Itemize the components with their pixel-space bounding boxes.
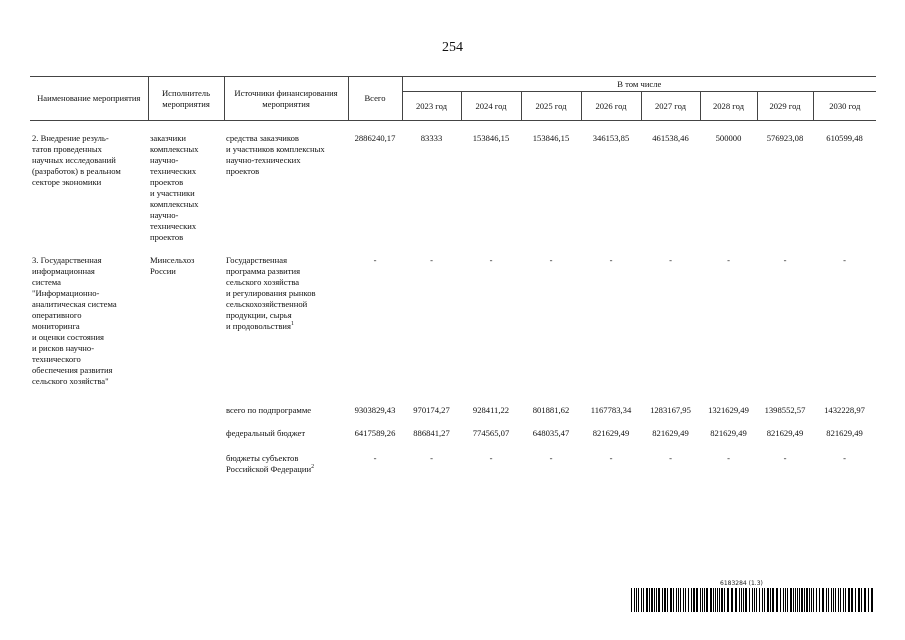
event-executor xyxy=(148,405,224,428)
year-value xyxy=(700,428,757,453)
year-value xyxy=(757,405,813,428)
barcode-bar xyxy=(795,588,796,612)
year-value xyxy=(700,405,757,428)
year-value-text: 576923,08 xyxy=(766,133,804,143)
barcode-bar xyxy=(843,588,844,612)
barcode-bar xyxy=(700,588,701,612)
header-year: 2030 год xyxy=(813,92,876,121)
barcode-bar xyxy=(804,588,805,612)
year-value-text: 346153,85 xyxy=(592,133,630,143)
header-year: 2029 год xyxy=(757,92,813,121)
barcode-bar xyxy=(649,588,650,612)
barcode-bar xyxy=(822,588,824,612)
year-value-text: - xyxy=(489,255,493,265)
total-value xyxy=(348,405,402,428)
total-value-text: - xyxy=(373,255,377,265)
barcode-bar xyxy=(752,588,753,612)
header-including: В том числе xyxy=(402,77,876,92)
barcode-bar xyxy=(706,588,708,612)
financing-source xyxy=(224,428,348,453)
barcode-bar xyxy=(851,588,853,612)
year-value-text: 1398552,57 xyxy=(764,405,806,415)
year-value xyxy=(641,405,700,428)
barcode-bar xyxy=(776,588,778,612)
barcode-bar xyxy=(676,588,677,612)
event-name-text: 2. Внедрение резуль- татов проведенных научных исследований (разработок) в реальном секторе экономики xyxy=(32,133,121,187)
financing-source xyxy=(224,453,348,475)
table-row xyxy=(30,405,876,428)
barcode-bar xyxy=(693,588,695,612)
barcode-bar xyxy=(806,588,808,612)
barcode-bar xyxy=(780,588,781,612)
barcode-bar xyxy=(868,588,869,612)
barcode-bar xyxy=(662,588,663,612)
barcode-bar xyxy=(643,588,644,612)
year-value xyxy=(521,133,581,255)
barcode-bar xyxy=(691,588,692,612)
header-year: 2028 год xyxy=(700,92,757,121)
year-value xyxy=(700,133,757,255)
financing-source xyxy=(224,405,348,428)
table-row xyxy=(30,453,876,475)
barcode-bar xyxy=(770,588,771,612)
event-executor-text: Минсельхоз России xyxy=(150,255,195,276)
total-value xyxy=(348,428,402,453)
barcode-bar xyxy=(762,588,763,612)
barcode-bar xyxy=(828,588,829,612)
barcode-bar xyxy=(783,588,784,612)
footnote-mark: 2 xyxy=(311,464,315,471)
year-value-text: - xyxy=(549,453,553,463)
year-value xyxy=(521,428,581,453)
barcode-bar xyxy=(715,588,716,612)
year-value-text: 1283167,95 xyxy=(650,405,691,415)
year-value-text: - xyxy=(843,453,846,463)
barcode-bar xyxy=(678,588,679,612)
year-value xyxy=(700,255,757,405)
barcode-bar xyxy=(797,588,798,612)
barcode-bar xyxy=(717,588,718,612)
barcode-bar xyxy=(667,588,668,612)
year-value-text: - xyxy=(609,453,613,463)
total-value-text: 6417589,26 xyxy=(354,428,396,438)
event-executor xyxy=(148,133,224,255)
header-year: 2025 год xyxy=(521,92,581,121)
barcode-bar xyxy=(741,588,742,612)
barcode-bar xyxy=(735,588,737,612)
event-name xyxy=(30,405,148,428)
year-value-text: 774565,07 xyxy=(472,428,510,438)
year-value xyxy=(757,428,813,453)
barcode-bar xyxy=(702,588,703,612)
event-executor-text: заказчики комплексных научно- технических проектов и участники комплексных научно- технических проектов xyxy=(150,133,199,242)
year-value xyxy=(461,133,521,255)
year-value xyxy=(700,453,757,475)
header-year: 2023 год xyxy=(402,92,461,121)
year-value-text: - xyxy=(489,453,493,463)
barcode-bar xyxy=(710,588,712,612)
year-value xyxy=(461,428,521,453)
total-value xyxy=(348,453,402,475)
barcode-bar xyxy=(658,588,660,612)
year-value xyxy=(521,453,581,475)
barcode-bar xyxy=(685,588,686,612)
page-number: 254 xyxy=(442,40,463,55)
year-value xyxy=(461,255,521,405)
header-total: Всего xyxy=(348,77,402,121)
year-value xyxy=(461,405,521,428)
year-value xyxy=(581,405,641,428)
header-year: 2026 год xyxy=(581,92,641,121)
event-name xyxy=(30,428,148,453)
barcode-bar xyxy=(670,588,672,612)
year-value xyxy=(813,453,876,475)
barcode-bar xyxy=(739,588,740,612)
barcode-bar xyxy=(826,588,827,612)
barcode-bar xyxy=(641,588,642,612)
barcode-bar xyxy=(819,588,820,612)
barcode-bar xyxy=(731,588,733,612)
header-year: 2024 год xyxy=(461,92,521,121)
financing-source xyxy=(224,133,348,255)
year-value xyxy=(641,133,700,255)
barcode-bar xyxy=(785,588,786,612)
year-value-text: - xyxy=(783,255,787,265)
footnote-mark: 1 xyxy=(290,321,294,328)
year-value xyxy=(581,428,641,453)
barcode-bar xyxy=(759,588,760,612)
year-value xyxy=(813,428,876,453)
year-value-text: - xyxy=(669,453,672,463)
barcode-bar xyxy=(636,588,637,612)
barcode-bar xyxy=(719,588,720,612)
event-name xyxy=(30,453,148,475)
barcode-bar xyxy=(727,588,729,612)
year-value-text: - xyxy=(430,255,433,265)
barcode-bar xyxy=(855,588,856,612)
financing-source-text: всего по подпрограмме xyxy=(226,405,312,415)
financing-source xyxy=(224,255,348,405)
year-value-text: 970174,27 xyxy=(413,405,450,415)
barcode-bar xyxy=(651,588,653,612)
event-executor xyxy=(148,453,224,475)
barcode-bar xyxy=(833,588,834,612)
total-value-text: - xyxy=(373,453,377,463)
barcode xyxy=(631,588,875,612)
year-value xyxy=(641,428,700,453)
barcode-bar xyxy=(754,588,755,612)
barcode-bar xyxy=(858,588,860,612)
year-value-text: 500000 xyxy=(715,133,742,143)
barcode-bar xyxy=(704,588,705,612)
barcode-bar xyxy=(787,588,788,612)
barcode-bar xyxy=(696,588,698,612)
year-value-text: 153846,15 xyxy=(472,133,510,143)
barcode-bar xyxy=(634,588,635,612)
barcode-bar xyxy=(861,588,862,612)
year-value-text: - xyxy=(843,255,846,265)
barcode-bar xyxy=(811,588,812,612)
year-value xyxy=(641,453,700,475)
event-executor xyxy=(148,255,224,405)
year-value-text: 1167783,34 xyxy=(590,405,632,415)
barcode-label: 6183284 (1.3) xyxy=(720,580,763,587)
barcode-bar xyxy=(749,588,750,612)
barcode-bar xyxy=(813,588,814,612)
year-value xyxy=(581,133,641,255)
table-row xyxy=(30,255,876,405)
barcode-bar xyxy=(756,588,757,612)
barcode-bar xyxy=(848,588,850,612)
year-value xyxy=(757,453,813,475)
barcode-bar xyxy=(767,588,769,612)
barcode-bar xyxy=(845,588,846,612)
year-value-text: - xyxy=(669,255,672,265)
year-value xyxy=(402,133,461,255)
year-value xyxy=(813,133,876,255)
event-name xyxy=(30,133,148,255)
barcode-bar xyxy=(664,588,666,612)
barcode-bar xyxy=(724,588,725,612)
year-value-text: 928411,22 xyxy=(472,405,510,415)
barcode-bar xyxy=(713,588,714,612)
year-value-text: 461538,46 xyxy=(652,133,689,143)
year-value xyxy=(757,255,813,405)
year-value-text: 821629,49 xyxy=(652,428,689,438)
barcode-bar xyxy=(799,588,800,612)
barcode-bar xyxy=(646,588,648,612)
year-value-text: 821629,49 xyxy=(826,428,863,438)
financing-table xyxy=(30,76,876,475)
year-value-text: - xyxy=(783,453,787,463)
year-value-text: - xyxy=(727,453,730,463)
financing-source-text: федеральный бюджет xyxy=(226,428,306,438)
year-value-text: 610599,48 xyxy=(826,133,863,143)
barcode-bar xyxy=(638,588,639,612)
year-value xyxy=(402,453,461,475)
header-name: Наименование мероприятия xyxy=(30,77,148,121)
financing-source-text: Государственная программа развития сельского хозяйства и регулирования рынков сельскохозяйственной продукции, сырья и продовольствия xyxy=(226,255,316,331)
barcode-bar xyxy=(790,588,792,612)
total-value-text: 9303829,43 xyxy=(354,405,396,415)
year-value-text: 821629,49 xyxy=(710,428,747,438)
year-value-text: 153846,15 xyxy=(532,133,570,143)
header-sources: Источники финансирования мероприятия xyxy=(224,77,348,121)
total-value xyxy=(348,133,402,255)
year-value-text: 821629,49 xyxy=(592,428,630,438)
barcode-bar xyxy=(809,588,810,612)
year-value xyxy=(402,405,461,428)
table-row xyxy=(30,428,876,453)
year-value-text: 83333 xyxy=(420,133,443,143)
year-value xyxy=(402,428,461,453)
year-value-text: 1432228,97 xyxy=(824,405,865,415)
barcode-bar xyxy=(721,588,723,612)
barcode-bar xyxy=(743,588,744,612)
barcode-bar xyxy=(688,588,689,612)
barcode-bar xyxy=(801,588,803,612)
barcode-bar xyxy=(772,588,774,612)
barcode-bar xyxy=(831,588,832,612)
barcode-bar xyxy=(654,588,655,612)
year-value-text: 886841,27 xyxy=(413,428,450,438)
barcode-bar xyxy=(793,588,794,612)
year-value xyxy=(521,255,581,405)
barcode-bar xyxy=(838,588,839,612)
barcode-bar xyxy=(840,588,841,612)
barcode-bar xyxy=(871,588,873,612)
year-value xyxy=(581,453,641,475)
year-value xyxy=(813,255,876,405)
header-executor: Исполнитель мероприятия xyxy=(148,77,224,121)
barcode-bar xyxy=(680,588,681,612)
year-value xyxy=(581,255,641,405)
financing-source-text: средства заказчиков и участников комплексных научно-технических проектов xyxy=(226,133,325,176)
barcode-bar xyxy=(683,588,684,612)
barcode-bar xyxy=(816,588,817,612)
table-row xyxy=(30,133,876,255)
year-value-text: 648035,47 xyxy=(532,428,570,438)
year-value-text: - xyxy=(609,255,613,265)
header-year: 2027 год xyxy=(641,92,700,121)
barcode-bar xyxy=(864,588,866,612)
year-value-text: - xyxy=(727,255,730,265)
barcode-bar xyxy=(631,588,632,612)
year-value xyxy=(813,405,876,428)
year-value-text: 801881,62 xyxy=(532,405,570,415)
event-executor xyxy=(148,428,224,453)
year-value xyxy=(641,255,700,405)
barcode-bar xyxy=(673,588,674,612)
year-value-text: 821629,49 xyxy=(766,428,804,438)
year-value xyxy=(402,255,461,405)
event-name xyxy=(30,255,148,405)
barcode-bar xyxy=(835,588,836,612)
year-value-text: - xyxy=(549,255,553,265)
year-value xyxy=(757,133,813,255)
year-value xyxy=(461,453,521,475)
barcode-bar xyxy=(745,588,747,612)
financing-source-text: бюджеты субъектов Российской Федерации xyxy=(226,453,312,474)
barcode-bar xyxy=(764,588,765,612)
year-value xyxy=(521,405,581,428)
total-value-text: 2886240,17 xyxy=(354,133,396,143)
year-value-text: 1321629,49 xyxy=(708,405,749,415)
year-value-text: - xyxy=(430,453,433,463)
barcode-bar xyxy=(656,588,657,612)
event-name-text: 3. Государственная информационная система "Информационно- аналитическая система оперативного мониторинга и оценки состояния и рисков научно- технического обеспечения развития сельского хозяйства" xyxy=(32,255,117,386)
total-value xyxy=(348,255,402,405)
